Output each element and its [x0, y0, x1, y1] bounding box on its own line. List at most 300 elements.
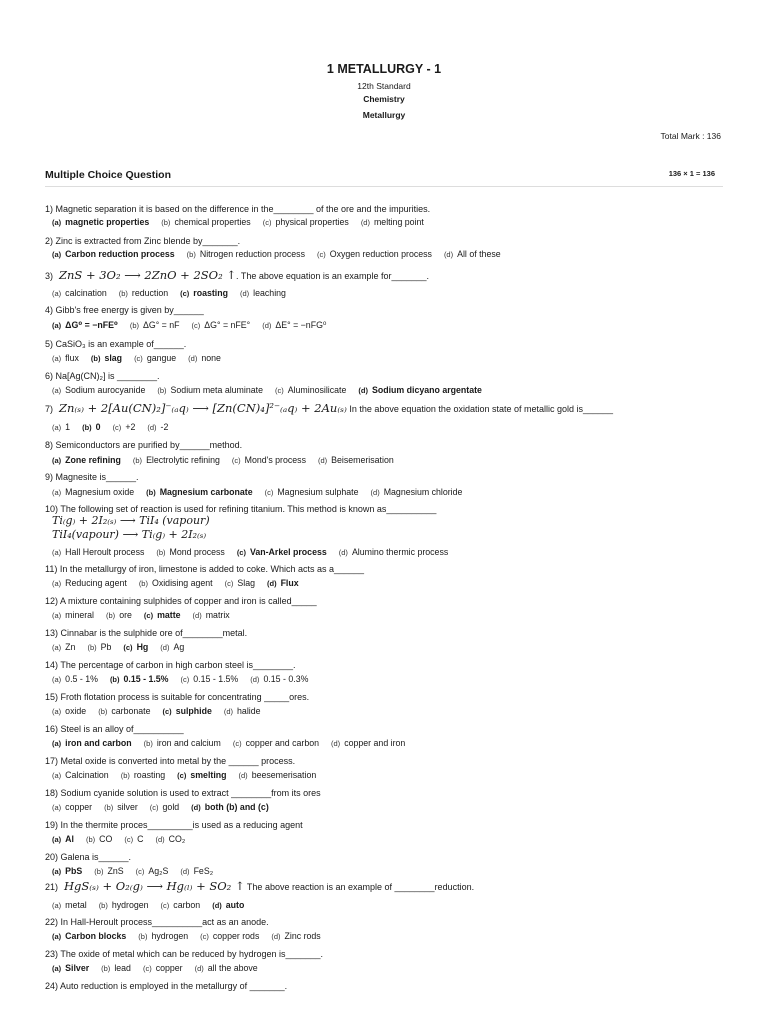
option	[52, 833, 74, 846]
option-text: gangue	[146, 353, 177, 363]
option-text: Ag₂S	[148, 866, 169, 876]
option	[188, 352, 221, 365]
option-letter: (b)	[104, 803, 114, 812]
option	[130, 319, 180, 332]
option-text: 0	[95, 422, 101, 432]
option-letter: (a)	[52, 354, 62, 363]
option	[371, 486, 463, 499]
option-letter: (d)	[223, 707, 234, 716]
option-letter: (d)	[250, 675, 260, 684]
option	[180, 287, 228, 300]
option-letter: (b)	[87, 643, 97, 652]
option	[318, 454, 394, 467]
option-text: roasting	[193, 288, 228, 298]
options-row	[52, 609, 242, 622]
option	[52, 421, 70, 434]
option	[52, 609, 94, 622]
options-row	[52, 737, 417, 750]
option-letter: (a)	[52, 901, 62, 910]
option-letter: (c)	[224, 579, 234, 588]
question-stem: 20) Galena is______.	[45, 852, 132, 862]
option-text: auto	[225, 900, 245, 910]
option	[86, 833, 112, 846]
options-row	[52, 421, 180, 434]
option-text: silver	[117, 802, 138, 812]
option-letter: (b)	[82, 423, 92, 432]
option	[82, 421, 100, 434]
option-letter: (d)	[240, 289, 250, 298]
option-letter: (a)	[52, 611, 62, 620]
option-letter: (d)	[194, 964, 204, 973]
question-stem: 22) In Hall-Heroult process__________act as an anode.	[45, 917, 269, 927]
option	[52, 352, 79, 365]
option	[161, 216, 250, 229]
option-text: Hg	[136, 642, 149, 652]
option	[275, 384, 346, 397]
option-text: copper	[155, 963, 183, 973]
option-text: Alumino thermic process	[351, 547, 449, 557]
option-text: Van-Arkel process	[249, 547, 327, 557]
option-letter: (d)	[262, 321, 272, 330]
options-row	[52, 865, 225, 878]
option	[52, 865, 82, 878]
option-letter: (d)	[358, 386, 368, 395]
option	[113, 421, 136, 434]
equation-line: TiI₄(vapour) ⟶ Ti₍g₎ + 2I₂₍ₛ₎	[52, 528, 207, 541]
option	[271, 930, 320, 943]
question-stem: 1) Magnetic separation it is based on the difference in the________ of the ore and the impurities.	[45, 204, 431, 214]
option-letter: (b)	[161, 218, 171, 227]
option-text: oxide	[65, 706, 87, 716]
question-stem: 16) Steel is an alloy of__________	[45, 724, 184, 734]
option	[101, 962, 131, 975]
option	[191, 801, 269, 814]
option-text: calcination	[65, 288, 107, 298]
option	[146, 486, 252, 499]
question-stem: 2) Zinc is extracted from Zinc blende by_______.	[45, 236, 241, 246]
option-text: iron and calcium	[156, 738, 221, 748]
option-letter: (b)	[90, 354, 101, 363]
option-letter: (c)	[142, 964, 152, 973]
option	[240, 287, 286, 300]
option	[119, 287, 168, 300]
options-row	[52, 769, 328, 782]
option-text: carbon	[173, 900, 201, 910]
option	[52, 486, 134, 499]
option-text: Sodium meta aluminate	[170, 385, 263, 395]
option-letter: (d)	[160, 643, 170, 652]
question-stem	[45, 402, 735, 415]
option	[138, 930, 188, 943]
option-letter: (d)	[212, 901, 222, 910]
option	[139, 577, 213, 590]
option	[444, 248, 501, 261]
option	[156, 546, 224, 559]
option-text: Sodium aurocyanide	[65, 385, 146, 395]
option	[106, 609, 132, 622]
option-text: Oxygen reduction process	[329, 249, 432, 259]
option-letter: (d)	[360, 218, 370, 227]
options-row	[52, 641, 196, 654]
option-letter: (d)	[238, 771, 248, 780]
options-row	[52, 248, 513, 261]
option	[104, 801, 138, 814]
option-letter: (c)	[124, 835, 134, 844]
option-letter: (a)	[52, 675, 62, 684]
total-mark: Total Mark : 136	[660, 131, 721, 141]
option-text: Carbon reduction process	[65, 249, 175, 259]
option-text: physical properties	[275, 217, 349, 227]
option-text: beesemerisation	[251, 770, 317, 780]
option-text: Magnesium oxide	[65, 487, 135, 497]
option-text: FeS₂	[193, 866, 214, 876]
options-row	[52, 319, 338, 332]
option-letter: (a)	[52, 964, 62, 973]
option	[52, 577, 127, 590]
option	[110, 673, 169, 686]
question-stem: 4) Gibb's free energy is given by______	[45, 305, 204, 315]
options-row	[52, 673, 320, 686]
subject-label: Chemistry	[363, 94, 405, 104]
option-letter: (a)	[52, 488, 62, 497]
option-text: chemical properties	[174, 217, 251, 227]
option	[180, 865, 213, 878]
option-text: Carbon blocks	[65, 931, 127, 941]
option	[331, 737, 405, 750]
equation: Zn₍ₛ₎ + 2[Au(CN)₂]⁻₍ₐq₎ ⟶ [Zn(CN)₄]²⁻₍ₐq₎ + 2Au₍ₛ₎	[59, 401, 347, 415]
option	[91, 352, 122, 365]
option-text: PbS	[65, 866, 83, 876]
option-text: sulphide	[175, 706, 212, 716]
option	[224, 705, 261, 718]
option-letter: (c)	[274, 386, 284, 395]
option	[225, 577, 255, 590]
options-row	[52, 384, 494, 397]
options-row	[52, 287, 298, 300]
option	[265, 486, 359, 499]
option-text: Silver	[65, 963, 90, 973]
option	[317, 248, 432, 261]
option-text: hydrogen	[111, 900, 149, 910]
option	[99, 899, 149, 912]
option-text: halide	[237, 706, 261, 716]
option-text: all the above	[207, 963, 258, 973]
question-text: The above reaction is an example of ________reduction.	[244, 882, 475, 892]
option-letter: (a)	[52, 548, 62, 557]
question-stem: 9) Magnesite is______.	[45, 472, 139, 482]
option-letter: (c)	[134, 354, 143, 363]
option-text: smelting	[190, 770, 227, 780]
option-text: 1	[65, 422, 71, 432]
option	[52, 319, 118, 332]
option-letter: (d)	[192, 611, 202, 620]
option	[87, 641, 111, 654]
option	[212, 899, 244, 912]
option-text: Electrolytic refining	[146, 455, 220, 465]
option-letter: (b)	[143, 739, 153, 748]
option-letter: (c)	[231, 456, 241, 465]
option-letter: (b)	[120, 771, 130, 780]
options-row	[52, 216, 436, 229]
section-divider	[45, 186, 723, 187]
option	[163, 705, 212, 718]
option-letter: (d)	[191, 803, 201, 812]
option-text: CO	[99, 834, 113, 844]
option-letter: (b)	[146, 488, 156, 497]
option	[157, 384, 263, 397]
option-letter: (a)	[52, 386, 62, 395]
option-text: ΔG⁰ = −nFE⁰	[65, 320, 118, 330]
option-letter: (d)	[155, 835, 165, 844]
option	[136, 865, 169, 878]
option	[263, 216, 349, 229]
option-letter: (a)	[52, 835, 62, 844]
option-text: Slag	[237, 578, 255, 588]
question-stem: 12) A mixture containing sulphides of copper and iron is called_____	[45, 596, 317, 606]
question-stem: 6) Na[Ag(CN)₂] is ________.	[45, 371, 160, 381]
option-letter: (a)	[52, 250, 62, 259]
question-stem: 11) In the metallurgy of iron, limestone is added to coke. Which acts as a______	[45, 564, 365, 574]
option-letter: (a)	[52, 739, 62, 748]
option-letter: (c)	[180, 675, 190, 684]
option-text: copper	[65, 802, 93, 812]
options-row	[52, 833, 197, 846]
option	[144, 609, 181, 622]
option-letter: (b)	[138, 579, 148, 588]
question-stem	[45, 269, 735, 282]
option-text: ZnS	[107, 866, 124, 876]
option	[200, 930, 259, 943]
option-letter: (c)	[162, 707, 172, 716]
option	[232, 454, 306, 467]
options-row	[52, 705, 273, 718]
question-stem: 14) The percentage of carbon in high carbon steel is________.	[45, 660, 296, 670]
question-number: 3)	[45, 271, 54, 281]
option-letter: (c)	[200, 932, 209, 941]
option-letter: (b)	[85, 835, 96, 844]
option-text: ΔE° = −nFG⁰	[275, 320, 327, 330]
option-letter: (a)	[52, 579, 62, 588]
option-text: C	[137, 834, 144, 844]
options-row	[52, 930, 333, 943]
option-text: melting point	[373, 217, 424, 227]
option-letter: (c)	[123, 643, 133, 652]
option-text: roasting	[133, 770, 166, 780]
option	[250, 673, 308, 686]
option	[52, 962, 89, 975]
question-stem: 23) The oxide of metal which can be reduced by hydrogen is_______.	[45, 949, 324, 959]
option-text: leaching	[253, 288, 286, 298]
option	[147, 421, 168, 434]
option-text: Pb	[100, 642, 112, 652]
option	[358, 384, 482, 397]
chapter-label: Metallurgy	[362, 110, 406, 120]
option	[123, 641, 148, 654]
option	[181, 673, 239, 686]
option-letter: (c)	[112, 423, 122, 432]
option-letter: (c)	[177, 771, 187, 780]
option-text: Reducing agent	[65, 578, 127, 588]
option	[239, 769, 317, 782]
option-text: Zinc rods	[284, 931, 321, 941]
option	[52, 673, 98, 686]
option	[52, 705, 86, 718]
option-letter: (a)	[52, 423, 62, 432]
question-stem: 19) In the thermite proces_________is used as a reducing agent	[45, 820, 303, 830]
option	[339, 546, 448, 559]
question-stem: 15) Froth flotation process is suitable for concentrating _____ores.	[45, 692, 310, 702]
option	[262, 319, 326, 332]
option-text: 0.15 - 1.5%	[193, 674, 239, 684]
option	[134, 352, 176, 365]
option-letter: (d)	[443, 250, 454, 259]
question-number: 7)	[45, 404, 54, 414]
question-number: 21)	[45, 882, 59, 892]
option	[52, 641, 75, 654]
option	[94, 865, 123, 878]
option-letter: (c)	[236, 548, 246, 557]
option-letter: (d)	[180, 867, 190, 876]
option	[144, 737, 221, 750]
option	[52, 899, 87, 912]
option-text: Magnesium chloride	[383, 487, 463, 497]
option-letter: (d)	[266, 579, 277, 588]
option-text: matte	[157, 610, 181, 620]
option-letter: (a)	[52, 289, 62, 298]
option-text: All of these	[457, 249, 501, 259]
question-stem: 13) Cinnabar is the sulphide ore of________metal.	[45, 628, 248, 638]
options-row	[52, 352, 233, 365]
option	[161, 899, 201, 912]
options-row	[52, 546, 460, 559]
options-row	[52, 801, 281, 814]
option	[52, 216, 149, 229]
option-text: Al	[65, 834, 74, 844]
option-text: ΔG° = nF	[143, 320, 180, 330]
question-stem: 10) The following set of reaction is used for refining titanium. This method is known as__________	[45, 504, 437, 514]
option-letter: (c)	[149, 803, 159, 812]
option	[52, 930, 126, 943]
option-text: matrix	[205, 610, 230, 620]
option-letter: (c)	[191, 321, 201, 330]
option-letter: (d)	[317, 456, 328, 465]
question-text: . The above equation is an example for_______.	[236, 271, 429, 281]
options-row	[52, 577, 311, 590]
option-text: Zone refining	[65, 455, 121, 465]
option-text: Magnesium carbonate	[159, 487, 253, 497]
option-letter: (c)	[143, 611, 154, 620]
option	[150, 801, 179, 814]
option-text: Sodium dicyano argentate	[371, 385, 482, 395]
equation: HgS₍ₛ₎ + O₂₍g₎ ⟶ Hg₍ₗ₎ + SO₂ ↑	[64, 879, 245, 893]
option	[52, 384, 145, 397]
option-text: Beisemerisation	[331, 455, 394, 465]
option-text: copper and iron	[344, 738, 406, 748]
option-text: copper rods	[212, 931, 260, 941]
option-letter: (c)	[160, 901, 170, 910]
option-letter: (b)	[106, 611, 116, 620]
options-row	[52, 962, 270, 975]
option-text: gold	[162, 802, 180, 812]
section-title: Multiple Choice Question	[45, 169, 172, 181]
option	[193, 609, 230, 622]
option-text: Oxidising agent	[151, 578, 213, 588]
option-letter: (b)	[129, 321, 139, 330]
option-letter: (b)	[186, 250, 196, 259]
option	[233, 737, 319, 750]
option-letter: (c)	[180, 289, 190, 298]
option-text: lead	[114, 963, 131, 973]
option-letter: (a)	[52, 643, 62, 652]
option	[52, 546, 144, 559]
option-letter: (d)	[331, 739, 341, 748]
option-letter: (a)	[52, 932, 62, 941]
option-text: Mond process	[169, 547, 225, 557]
question-stem: 5) CaSiO₃ is an example of______.	[45, 339, 187, 349]
option-letter: (b)	[157, 386, 167, 395]
option	[124, 833, 143, 846]
option-text: -2	[160, 422, 169, 432]
option	[361, 216, 424, 229]
option-text: ore	[119, 610, 132, 620]
option-text: reduction	[131, 288, 169, 298]
option-letter: (b)	[98, 901, 108, 910]
option-text: Nitrogen reduction process	[199, 249, 305, 259]
option-letter: (d)	[147, 423, 157, 432]
option	[177, 769, 226, 782]
option-text: Mond's process	[244, 455, 306, 465]
option-text: 0.5 - 1%	[65, 674, 98, 684]
option-letter: (a)	[52, 771, 62, 780]
option-letter: (a)	[52, 707, 62, 716]
option-letter: (a)	[52, 321, 62, 330]
option	[143, 962, 183, 975]
option	[133, 454, 220, 467]
option	[187, 248, 305, 261]
option	[52, 454, 121, 467]
standard-label: 12th Standard	[357, 81, 411, 91]
option-text: iron and carbon	[65, 738, 132, 748]
option	[192, 319, 251, 332]
options-row	[52, 486, 474, 499]
option-letter: (d)	[188, 354, 198, 363]
option-text: magnetic properties	[65, 217, 150, 227]
option-text: both (b) and (c)	[204, 802, 269, 812]
option-text: hydrogen	[151, 931, 189, 941]
options-row	[52, 454, 406, 467]
option-letter: (c)	[316, 250, 326, 259]
option	[52, 248, 175, 261]
option	[195, 962, 258, 975]
option	[52, 287, 107, 300]
option	[237, 546, 327, 559]
option-text: copper and carbon	[245, 738, 320, 748]
option	[267, 577, 299, 590]
option-letter: (a)	[52, 456, 62, 465]
question-stem: 17) Metal oxide is converted into metal by the ______ process.	[45, 756, 296, 766]
option-letter: (a)	[52, 803, 62, 812]
option-letter: (b)	[138, 932, 148, 941]
question-stem: 18) Sodium cyanide solution is used to extract ________from its ores	[45, 788, 321, 798]
option-text: Zn	[65, 642, 76, 652]
option-letter: (c)	[232, 739, 242, 748]
option	[155, 833, 185, 846]
option-letter: (b)	[118, 289, 128, 298]
option-text: slag	[104, 353, 123, 363]
section-marks: 136 × 1 = 136	[668, 169, 715, 178]
option-text: none	[201, 353, 221, 363]
option-text: Magnesium sulphate	[277, 487, 359, 497]
